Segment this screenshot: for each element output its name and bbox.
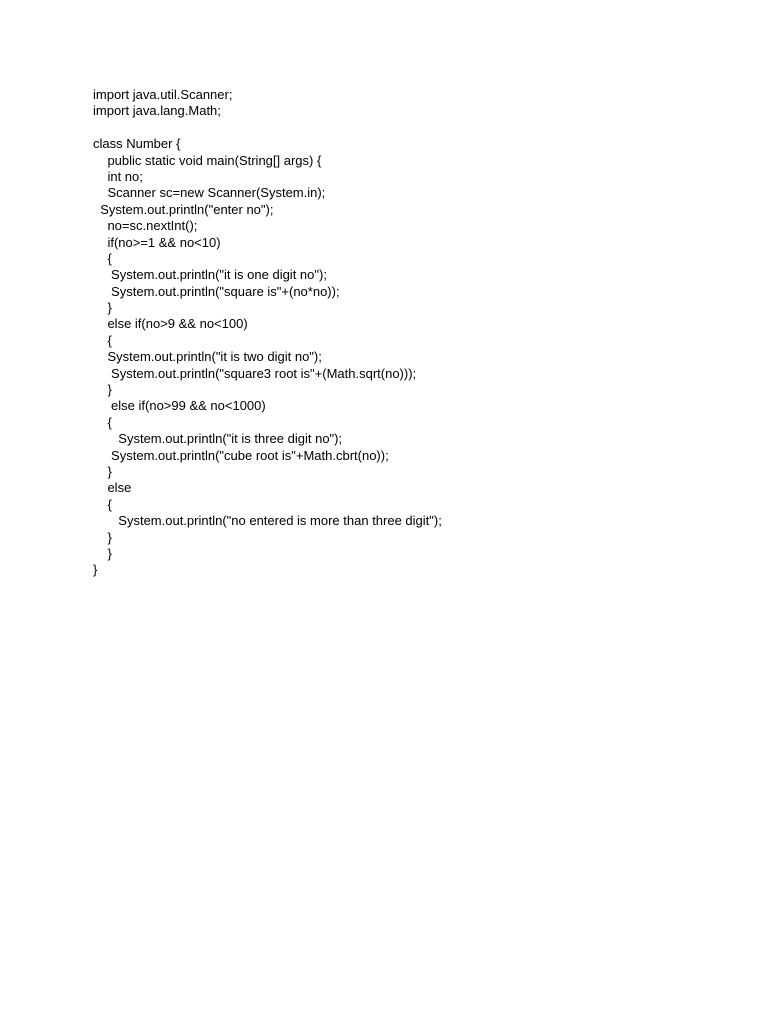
code-line: class Number {	[93, 136, 181, 152]
code-line: import java.util.Scanner;	[93, 87, 233, 102]
code-line: }	[93, 545, 112, 561]
code-line: if(no>=1 && no<10)	[93, 234, 221, 250]
code-line: System.out.println("it is two digit no");	[93, 349, 322, 365]
code-line: no=sc.nextInt();	[93, 218, 198, 234]
code-line: }	[93, 382, 112, 398]
code-line: import java.lang.Math;	[93, 103, 221, 119]
code-line: System.out.println("no entered is more than three digit");	[93, 513, 442, 529]
code-line: System.out.println("square is"+(no*no));	[93, 283, 340, 299]
code-line: {	[93, 496, 112, 512]
code-line: else if(no>9 && no<100)	[93, 316, 248, 332]
code-line: System.out.println("cube root is"+Math.cbrt(no));	[93, 447, 389, 463]
code-line: }	[93, 463, 112, 479]
code-line: {	[93, 414, 112, 430]
code-line: {	[93, 332, 112, 348]
code-line: {	[93, 250, 112, 266]
code-line: }	[93, 562, 98, 578]
code-line: else if(no>99 && no<1000)	[93, 398, 266, 414]
code-line: System.out.println("square3 root is"+(Math.sqrt(no)));	[93, 365, 417, 381]
code-line: public static void main(String[] args) {	[93, 152, 322, 168]
code-text	[93, 87, 442, 579]
code-line: System.out.println("it is three digit no");	[93, 431, 343, 447]
code-line: }	[93, 300, 112, 316]
code-line: System.out.println("enter no");	[93, 201, 274, 217]
code-line: int no;	[93, 168, 143, 184]
code-line	[93, 120, 442, 136]
code-line: }	[93, 529, 112, 545]
code-line: Scanner sc=new Scanner(System.in);	[93, 185, 326, 201]
code-line: else	[93, 480, 132, 496]
code-line: System.out.println("it is one digit no");	[93, 267, 327, 283]
